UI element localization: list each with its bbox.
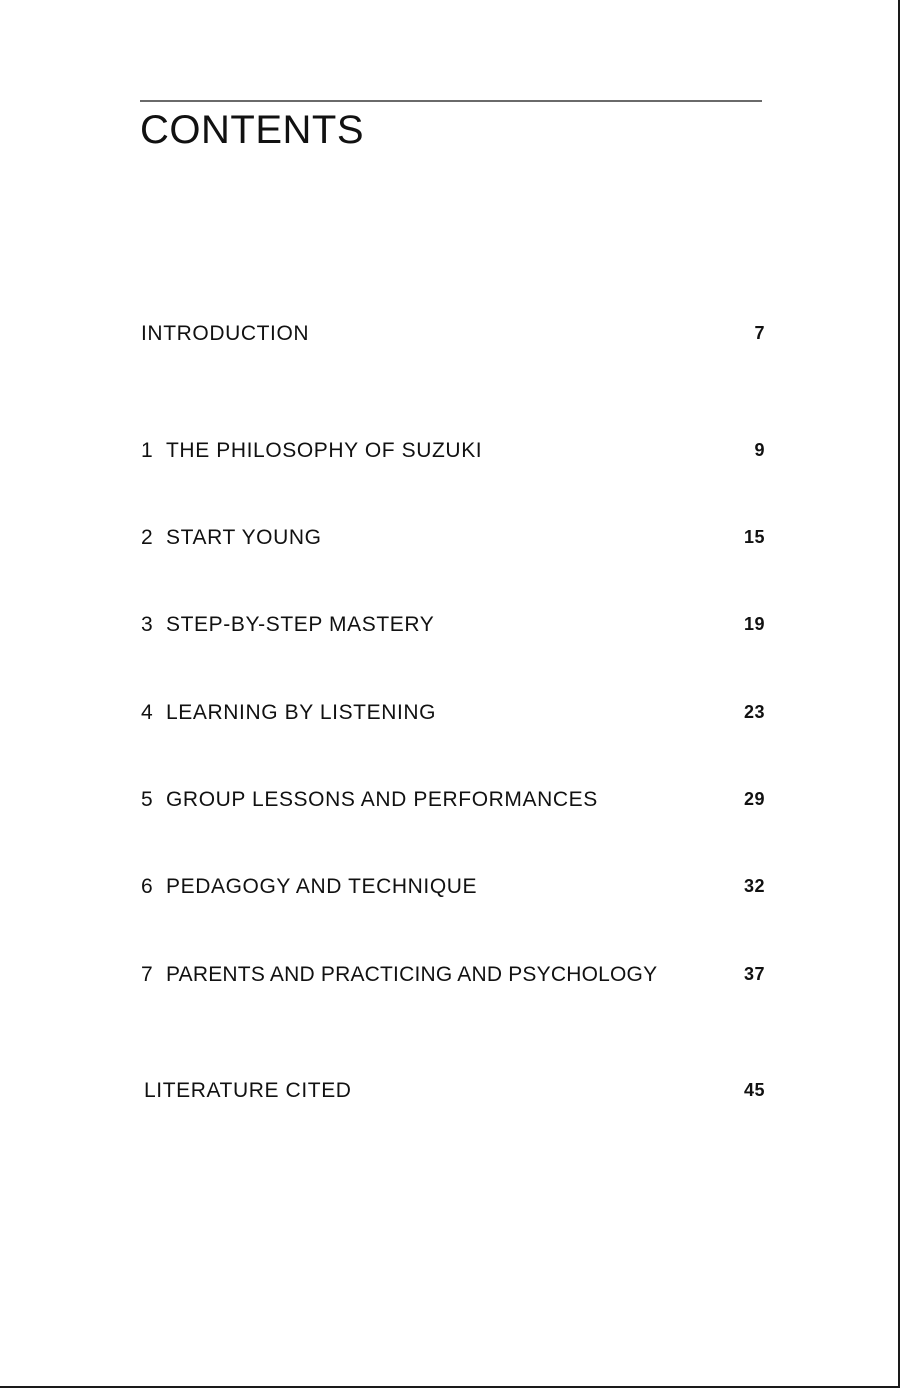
page-title: CONTENTS — [140, 108, 364, 152]
toc-entry-chapter-5 — [141, 785, 765, 813]
toc-entry-literature-cited — [144, 1076, 765, 1104]
toc-entry-label: LITERATURE CITED — [144, 1078, 352, 1102]
toc-entry-page: 29 — [743, 789, 765, 809]
toc-entry-page: 7 — [754, 323, 765, 343]
toc-entry-label: INTRODUCTION — [141, 321, 310, 345]
toc-entry-label: STEP-BY-STEP MASTERY — [166, 612, 435, 636]
toc-entry-chapter-6 — [141, 872, 765, 900]
toc-entry-page: 15 — [743, 527, 765, 547]
toc-entry-chapter-4 — [141, 698, 765, 726]
toc-entry-label: THE PHILOSOPHY OF SUZUKI — [166, 438, 483, 462]
toc-entry-label: GROUP LESSONS AND PERFORMANCES — [166, 787, 598, 811]
toc-entry-page: 32 — [743, 876, 765, 896]
chapter-number: 6 — [141, 874, 154, 898]
toc-entry-label: PEDAGOGY AND TECHNIQUE — [166, 874, 478, 898]
chapter-number: 3 — [141, 612, 154, 636]
toc-entry-page: 19 — [743, 614, 765, 634]
chapter-number: 4 — [141, 700, 154, 724]
toc-entry-label: START YOUNG — [166, 525, 322, 549]
toc-entry-page: 9 — [754, 440, 765, 460]
toc-entry-introduction — [141, 319, 765, 347]
chapter-number: 7 — [141, 962, 153, 986]
toc-entry-page: 23 — [743, 702, 765, 722]
toc-entry-page: 37 — [743, 964, 765, 984]
toc-entry-chapter-7 — [141, 960, 765, 988]
toc-entry-label: LEARNING BY LISTENING — [166, 700, 437, 724]
toc-entry-chapter-3 — [141, 610, 765, 638]
toc-entry-page: 45 — [743, 1080, 765, 1100]
chapter-number: 5 — [141, 787, 154, 811]
title-rule — [140, 100, 762, 102]
toc-entry-chapter-1 — [141, 436, 765, 464]
chapter-number: 1 — [141, 438, 154, 462]
toc-entry-chapter-2 — [141, 523, 765, 551]
chapter-number: 2 — [141, 525, 154, 549]
toc-entry-label: PARENTS AND PRACTICING AND PSYCHOLOGY — [166, 962, 658, 986]
